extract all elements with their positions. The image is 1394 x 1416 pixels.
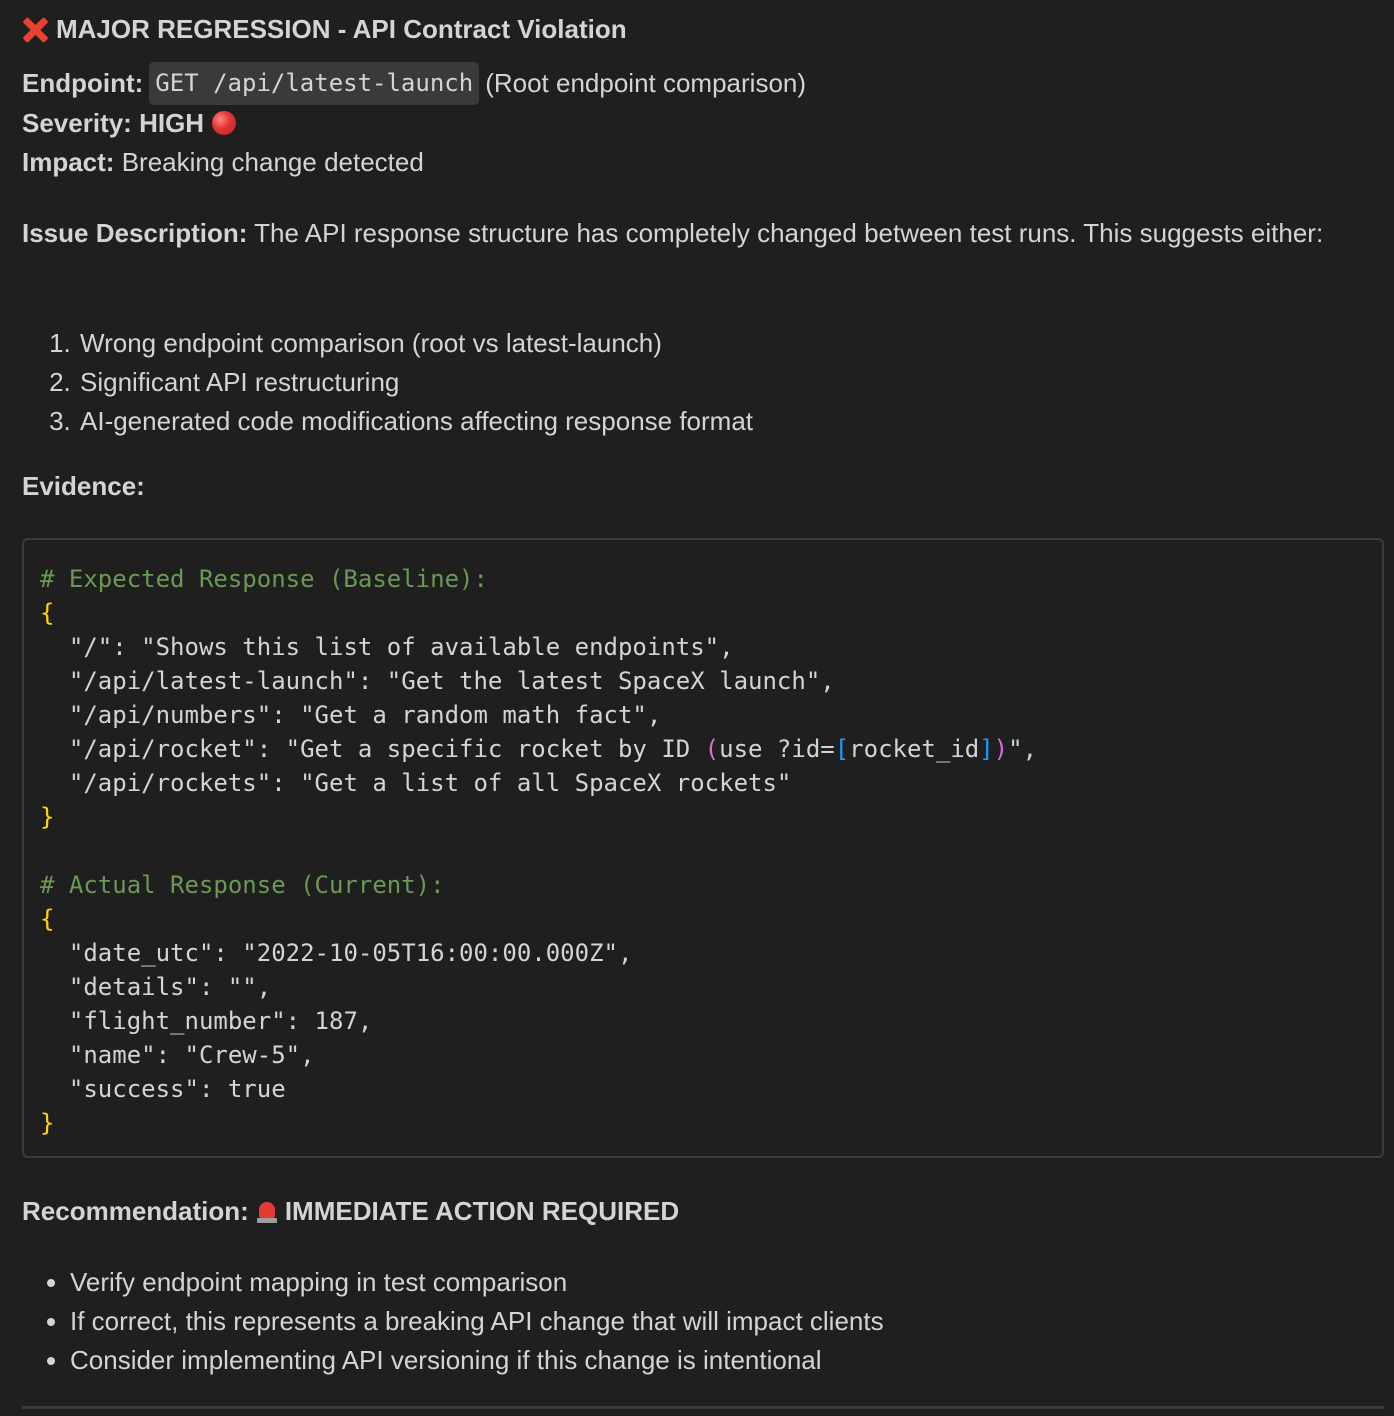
list-item: • Verify endpoint mapping in test comparison bbox=[70, 1263, 884, 1302]
evidence-heading: Evidence: bbox=[22, 471, 145, 501]
code-token: rocket_id bbox=[849, 735, 980, 763]
code-token: use ?id= bbox=[719, 735, 835, 763]
list-item: • Consider implementing API versioning if this change is intentional bbox=[70, 1341, 884, 1380]
endpoint-note: (Root endpoint comparison) bbox=[485, 68, 807, 99]
impact-text: Breaking change detected bbox=[121, 147, 424, 178]
issue-description bbox=[22, 214, 1342, 253]
causes-list bbox=[22, 324, 753, 441]
recommendation-label: Recommendation: bbox=[22, 1196, 249, 1226]
impact-line bbox=[22, 143, 1362, 183]
divider bbox=[22, 1406, 1384, 1409]
list-item: 2. Significant API restructuring bbox=[78, 363, 753, 402]
code-line bbox=[69, 735, 1037, 763]
code-line: "name": "Crew-5", bbox=[68, 1041, 315, 1069]
endpoint-line bbox=[22, 64, 1362, 104]
severity-label: Severity: HIGH bbox=[22, 107, 205, 138]
meta-section bbox=[22, 64, 1362, 183]
report-title bbox=[22, 10, 627, 49]
code-block[interactable] bbox=[22, 538, 1384, 1158]
code-line: "date_utc": "2022-10-05T16:00:00.000Z", bbox=[68, 939, 633, 967]
endpoint-label: Endpoint: bbox=[22, 68, 144, 99]
impact-label: Impact: bbox=[22, 147, 115, 178]
list-item: 3. AI-generated code modifications affecting response format bbox=[78, 402, 753, 441]
title-text: MAJOR REGRESSION - API Contract Violation bbox=[56, 14, 627, 44]
code-token: ] bbox=[979, 735, 994, 763]
severity-line bbox=[22, 104, 1362, 144]
code-line: "/api/rockets": "Get a list of all SpaceX rockets" bbox=[68, 769, 792, 797]
cross-mark-icon bbox=[22, 17, 48, 43]
actions-list bbox=[22, 1263, 884, 1380]
code-line: "success": true bbox=[68, 1075, 286, 1103]
recommendation-heading bbox=[22, 1192, 679, 1231]
code-line: "flight_number": 187, bbox=[68, 1007, 373, 1035]
list-item: • If correct, this represents a breaking API change that will impact clients bbox=[70, 1302, 884, 1341]
code-brace: } bbox=[40, 1109, 55, 1137]
code-token: [ bbox=[834, 735, 850, 763]
code-brace: { bbox=[40, 599, 55, 627]
code-comment: # Expected Response (Baseline): bbox=[40, 565, 488, 593]
code-line: "details": "", bbox=[68, 973, 272, 1001]
code-line: "/api/latest-launch": "Get the latest SpaceX launch", bbox=[68, 667, 835, 695]
endpoint-code: GET /api/latest-launch bbox=[149, 62, 479, 105]
code-token: ) bbox=[993, 735, 1009, 763]
red-circle-icon bbox=[212, 111, 236, 135]
code-line: "/": "Shows this list of available endpoints", bbox=[68, 633, 734, 661]
siren-icon bbox=[257, 1200, 277, 1224]
issue-text: The API response structure has completely changed between test runs. This suggests either: bbox=[254, 218, 1324, 248]
code-brace: { bbox=[40, 905, 55, 933]
code-token: ", bbox=[1008, 735, 1038, 763]
code-token: "/api/rocket": "Get a specific rocket by ID bbox=[68, 735, 705, 763]
code-comment: # Actual Response (Current): bbox=[40, 871, 445, 899]
code-token: ( bbox=[704, 735, 720, 763]
issue-label: Issue Description: bbox=[22, 218, 248, 248]
code-line: "/api/numbers": "Get a random math fact", bbox=[68, 701, 662, 729]
recommendation-text: IMMEDIATE ACTION REQUIRED bbox=[284, 1196, 680, 1226]
code-brace: } bbox=[40, 803, 55, 831]
list-item: 1. Wrong endpoint comparison (root vs latest-launch) bbox=[78, 324, 753, 363]
